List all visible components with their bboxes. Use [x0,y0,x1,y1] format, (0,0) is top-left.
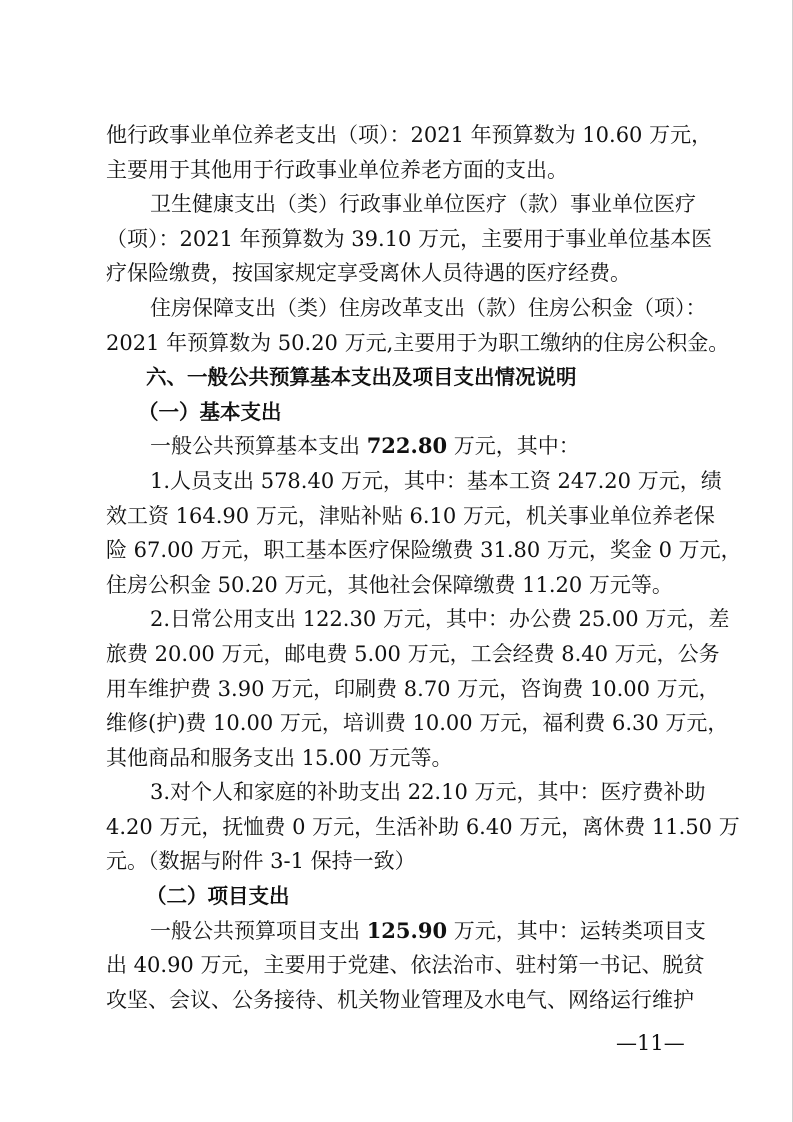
text-segment: 万元，其中：运转类项目支 [447,918,706,943]
text-line: 2.日常公用支出 122.30 万元，其中：办公费 25.00 万元，差 [150,607,730,632]
text-line: 险 67.00 万元，职工基本医疗保险缴费 31.80 万元，奖金 0 万元， [106,538,742,563]
text-line: 卫生健康支出（类）行政事业单位医疗（款）事业单位医疗 [150,192,696,217]
subsection-heading: （二）项目支出 [146,884,290,909]
document-body [106,118,742,1017]
text-line: 3.对个人和家庭的补助支出 22.10 万元，其中：医疗费补助 [150,780,706,805]
text-line: 住房公积金 50.20 万元，其他社会保障缴费 11.20 万元等。 [106,572,673,597]
text-line: 维修(护)费 10.00 万元，培训费 10.00 万元，福利费 6.30 万元， [106,711,729,736]
text-line: 疗保险缴费，按国家规定享受离休人员待遇的医疗经费。 [106,261,631,286]
subsection-heading: （一）基本支出 [138,399,282,424]
text-line: 用车维护费 3.90 万元，印刷费 8.70 万元，咨询费 10.00 万元， [106,676,720,701]
text-line: 住房保障支出（类）住房改革支出（款）住房公积金（项）： [150,295,707,320]
text-line: 2021 年预算数为 50.20 万元,主要用于为职工缴纳的住房公积金。 [106,330,730,355]
text-line: （项）：2021 年预算数为 39.10 万元，主要用于事业单位基本医 [106,226,713,251]
text-line: 旅费 20.00 万元，邮电费 5.00 万元，工会经费 8.40 万元，公务 [106,641,720,666]
text-segment: 万元，其中： [447,434,580,459]
text-line: 出 40.90 万元，主要用于党建、依法治市、驻村第一书记、脱贫 [106,953,705,978]
text-line: 主要用于其他用于行政事业单位养老方面的支出。 [106,157,568,182]
text-line: 其他商品和服务支出 15.00 万元等。 [106,745,453,770]
text-line: 他行政事业单位养老支出（项）：2021 年预算数为 10.60 万元， [106,123,713,147]
text-line: 1.人员支出 578.40 万元，其中：基本工资 247.20 万元，绩 [150,468,722,493]
text-line: 攻坚、会议、公务接待、机关物业管理及水电气、网络运行维护 [106,987,694,1012]
text-segment: 一般公共预算项目支出 [150,918,367,943]
text-line: 效工资 164.90 万元，津贴补贴 6.10 万元，机关事业单位养老保 [106,503,715,528]
text-line [106,429,690,464]
text-line [106,914,706,949]
amount-bold: 722.80 [366,433,448,459]
section-heading: 六、一般公共预算基本支出及项目支出情况说明 [146,365,577,390]
text-segment: 一般公共预算基本支出 [150,434,367,459]
text-line: 4.20 万元，抚恤费 0 万元，生活补助 6.40 万元，离休费 11.50 万 [106,814,740,839]
text-line: 元。（数据与附件 3-1 保持一致） [106,849,416,874]
page-number: —11— [616,1031,685,1055]
amount-bold: 125.90 [366,917,448,943]
